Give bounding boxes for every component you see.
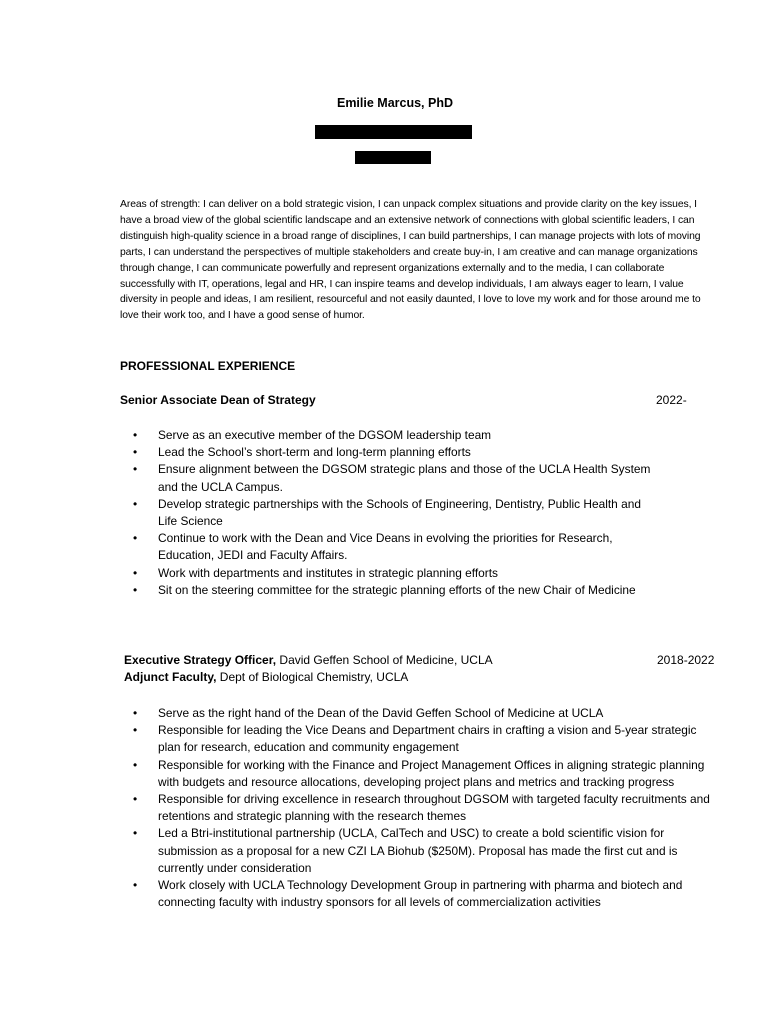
- bullet-text: Work closely with UCLA Technology Development Group in partnering with pharma and biotech and connecting faculty with industry sponsors for all levels of commercialization activities: [158, 878, 683, 910]
- bullet-text: Serve as the right hand of the Dean of the David Geffen School of Medicine at UCLA: [158, 706, 604, 720]
- list-item: [120, 825, 720, 877]
- list-item: [120, 705, 720, 722]
- job-title-adjunct-faculty: [124, 670, 408, 684]
- bullet-icon: •: [133, 706, 138, 720]
- bullet-icon: •: [133, 462, 138, 477]
- bullet-icon: •: [133, 878, 138, 893]
- bullet-text: Develop strategic partnerships with the Schools of Engineering, Dentistry, Public Health and Life Science: [158, 496, 641, 529]
- bullet-text: Lead the School’s short-term and long-term planning efforts: [158, 445, 471, 460]
- section-heading-professional-experience: PROFESSIONAL EXPERIENCE: [120, 359, 296, 373]
- list-item: [120, 496, 660, 530]
- list-item: [120, 461, 660, 495]
- bullet-icon: •: [133, 496, 138, 511]
- job-title-executive-strategy-officer: [124, 653, 493, 667]
- bullet-text: Ensure alignment between the DGSOM strategic plans and those of the UCLA Health System and the UCLA Campus.: [158, 462, 651, 494]
- bullet-text: Sit on the steering committee for the strategic planning efforts of the new Chair of Medicine: [158, 582, 636, 597]
- bullet-text: Responsible for working with the Finance and Project Management Offices in aligning strategic planning with budgets and resource allocations, developing project plans and metrics and tracking progress: [158, 757, 705, 789]
- job-dates: 2022-: [656, 393, 687, 407]
- list-item: [120, 791, 720, 825]
- bullet-icon: •: [133, 445, 138, 460]
- bullet-text: Serve as an executive member of the DGSOM leadership team: [158, 428, 492, 442]
- list-item: [120, 582, 660, 599]
- list-item: [120, 877, 720, 911]
- bullet-icon: •: [133, 582, 138, 597]
- bullet-text: Continue to work with the Dean and Vice Deans in evolving the priorities for Research, Education, JEDI and Faculty Affairs.: [158, 531, 613, 563]
- list-item: [120, 757, 720, 791]
- bullet-icon: •: [133, 757, 138, 772]
- job-title: Executive Strategy Officer,: [124, 653, 277, 667]
- job-title: Senior Associate Dean of Strategy: [120, 393, 316, 407]
- job-title: Adjunct Faculty,: [124, 670, 217, 684]
- candidate-name: Emilie Marcus, PhD: [336, 96, 453, 110]
- job-responsibilities-list: [120, 705, 720, 911]
- redacted-contact-line-1: [315, 125, 472, 139]
- bullet-text: Responsible for driving excellence in research throughout DGSOM with targeted faculty recruitments and retentions and strategic planning with the research themes: [158, 792, 710, 824]
- job-responsibilities-list: [120, 427, 660, 599]
- list-item: [120, 565, 660, 582]
- list-item: [120, 427, 660, 444]
- job-organization: David Geffen School of Medicine, UCLA: [276, 653, 493, 667]
- job-organization: Dept of Biological Chemistry, UCLA: [216, 670, 409, 684]
- areas-of-strength-summary: Areas of strength: I can deliver on a bold strategic vision, I can unpack complex situations and provide clarity on the key issues, I have a broad view of the global scientific landscape and an extensive network of connections with global scientific leaders, I can distinguish high-quality science in a broad range of disciplines, I can build partnerships, I can manage projects with lots of moving parts, I can understand the perspectives of multiple stakeholders and create buy-in, I am creative and can manage organizations through change, I can communicate powerfully and represent organizations externally and to the media, I can collaborate successfully with IT, operations, legal and HR, I can inspire teams and develop individuals, I am always eager to learn, I value diversity in people and ideas, I am resilient, resourceful and not easily daunted, I love to love my work and for those around me to love their work too, and I have a good sense of humor.: [120, 199, 701, 322]
- bullet-icon: •: [133, 826, 138, 841]
- list-item: [120, 444, 660, 461]
- bullet-text: Responsible for leading the Vice Deans and Department chairs in crafting a vision and 5-year strategic plan for research, education and community engagement: [158, 723, 697, 755]
- bullet-icon: •: [133, 792, 138, 807]
- bullet-text: Led a Btri-institutional partnership (UCLA, CalTech and USC) to create a bold scientific vision for submission as a proposal for a new CZI LA Biohub ($250M). Proposal has made the first cut and is currently under consideration: [158, 826, 678, 875]
- bullet-icon: •: [133, 565, 138, 580]
- bullet-icon: •: [133, 428, 138, 442]
- list-item: [120, 530, 660, 564]
- redacted-contact-line-2: [355, 151, 431, 164]
- bullet-text: Work with departments and institutes in strategic planning efforts: [158, 565, 498, 580]
- job-title-senior-associate-dean: [120, 393, 316, 407]
- list-item: [120, 722, 720, 756]
- job-dates: 2018-2022: [657, 653, 715, 667]
- bullet-icon: •: [133, 531, 138, 546]
- bullet-icon: •: [133, 723, 138, 738]
